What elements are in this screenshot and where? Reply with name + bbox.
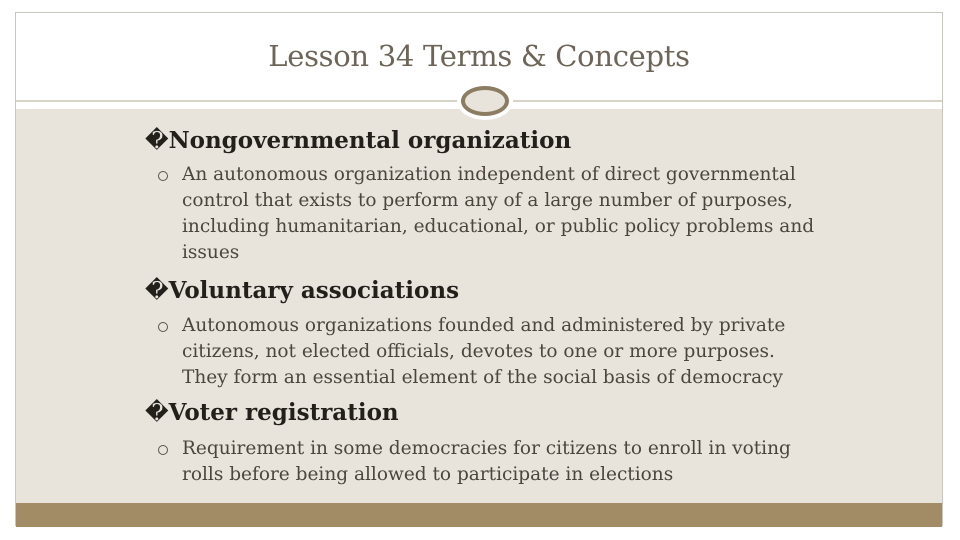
definition-item [158,436,818,490]
slide-title: Lesson 34 Terms & Concepts [268,39,690,73]
ring-inner [461,86,509,116]
term-label: Voter registration [168,399,399,426]
circle-bullet-icon [158,322,168,332]
ring-ornament-icon [457,82,513,120]
definition-item [158,162,818,272]
term-marker: � [145,400,169,426]
definition-text: Requirement in some democracies for citizens to enroll in voting rolls before being allowed to participate in elections [182,438,791,485]
term-heading [145,399,399,426]
term-heading [145,127,571,154]
term-label: Voluntary associations [168,277,460,304]
footer-bar [16,503,942,527]
definition-item [158,313,818,393]
circle-bullet-icon [158,171,168,181]
term-label: Nongovernmental organization [168,127,572,154]
term-heading [145,277,459,304]
definition-text: Autonomous organizations founded and administered by private citizens, not elected officials, devotes to one or more purposes. They form an essential element of the social basis of democracy [182,315,786,388]
circle-bullet-icon [158,445,168,455]
term-marker: � [145,128,169,154]
term-marker: � [145,278,169,304]
definition-text: An autonomous organization independent of direct governmental control that exists to perform any of a large number of purposes, including humanitarian, educational, or public policy problems and issues [182,164,815,263]
